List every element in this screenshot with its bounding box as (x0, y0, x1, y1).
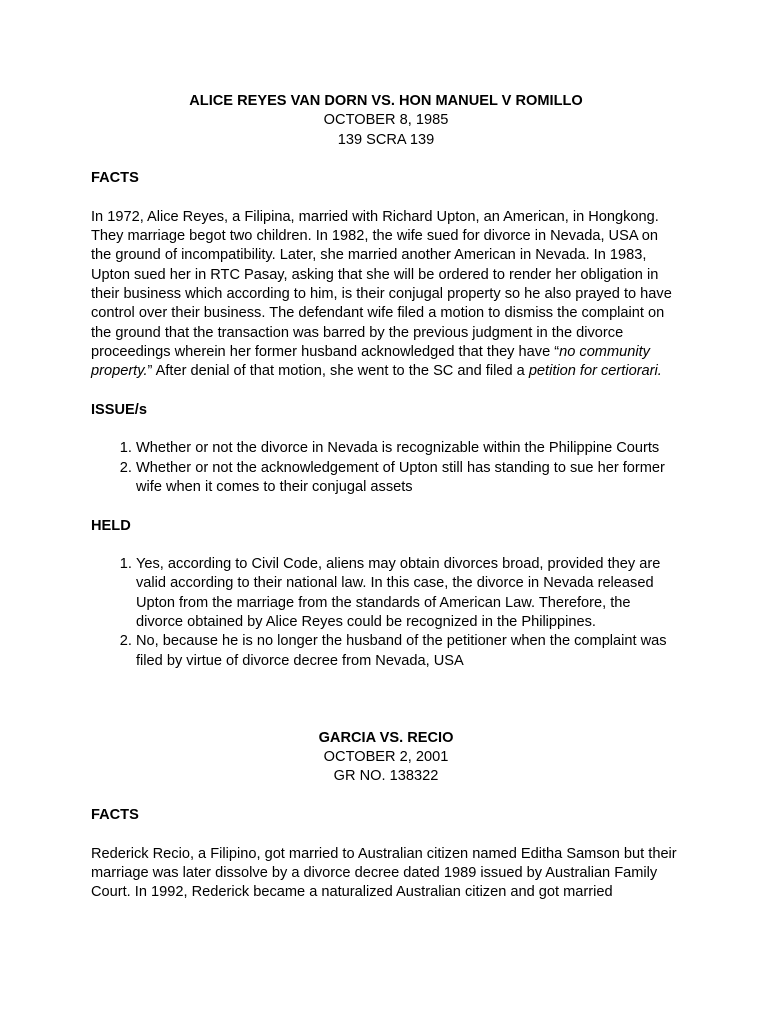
facts-heading: FACTS (91, 806, 139, 823)
case-date: OCTOBER 2, 2001 (323, 749, 449, 766)
case-title: GARCIA VS. RECIO (318, 729, 454, 746)
case-date: OCTOBER 8, 1985 (323, 112, 449, 129)
issue-heading: ISSUE/s (91, 401, 147, 418)
facts-italic-1: no community property. (91, 343, 650, 380)
facts-heading: FACTS (91, 170, 139, 187)
facts-paragraph: Rederick Recio, a Filipino, got married to Australian citizen named Editha Samson but their marriage was later dissolve by a divorce decree dated 1989 issued by Australian Family Court. In 1992, Rederick became a naturalized Australian citizen and got married (91, 845, 677, 901)
case-citation: 139 SCRA 139 (337, 131, 435, 148)
facts-text-1: In 1972, Alice Reyes, a Filipina, married with Richard Upton, an American, in Hongkong. They marriage begot two children. In 1982, the wife sued for divorce in Nevada, USA on the ground of incompatibility. Later, she married another American in Nevada. In 1983, Upton sued her in RTC Pasay, asking that she will be ordered to render her obligation in their business which according to him, is their conjugal property so he also prayed to have control over their business. The defendant wife filed a motion to dismiss the complaint on the ground that the transaction was barred by the previous judgment in the divorce proceedings wherein her former husband acknowledged that they have “ (91, 208, 672, 360)
issue-item: 2. Whether or not the acknowledgement of Upton still has standing to sue her former wife when it comes to their conjugal assets (136, 459, 681, 498)
facts-paragraph (91, 208, 681, 382)
case-title: ALICE REYES VAN DORN VS. HON MANUEL V ROMILLO (189, 93, 583, 109)
held-list (91, 555, 681, 671)
held-item: 1. Yes, according to Civil Code, aliens may obtain divorces broad, provided they are valid according to their national law. In this case, the divorce in Nevada released Upton from the marriage from the standards of American Law. Therefore, the divorce obtained by Alice Reyes could be recognized in the Philippines. (136, 555, 681, 632)
case-citation: GR NO. 138322 (333, 768, 439, 785)
case-header-2 (91, 729, 681, 787)
held-heading: HELD (91, 517, 131, 534)
held-item: 2. No, because he is no longer the husband of the petitioner when the complaint was filed by virtue of divorce decree from Nevada, USA (136, 632, 681, 671)
document-page (91, 92, 681, 902)
issues-list (91, 439, 681, 497)
facts-italic-2: petition for certiorari. (528, 363, 662, 380)
facts-text-2: ” After denial of that motion, she went to the SC and filed a (147, 363, 529, 380)
issue-item: 1. Whether or not the divorce in Nevada is recognizable within the Philippine Courts (136, 439, 681, 458)
case-header-1 (91, 92, 681, 150)
